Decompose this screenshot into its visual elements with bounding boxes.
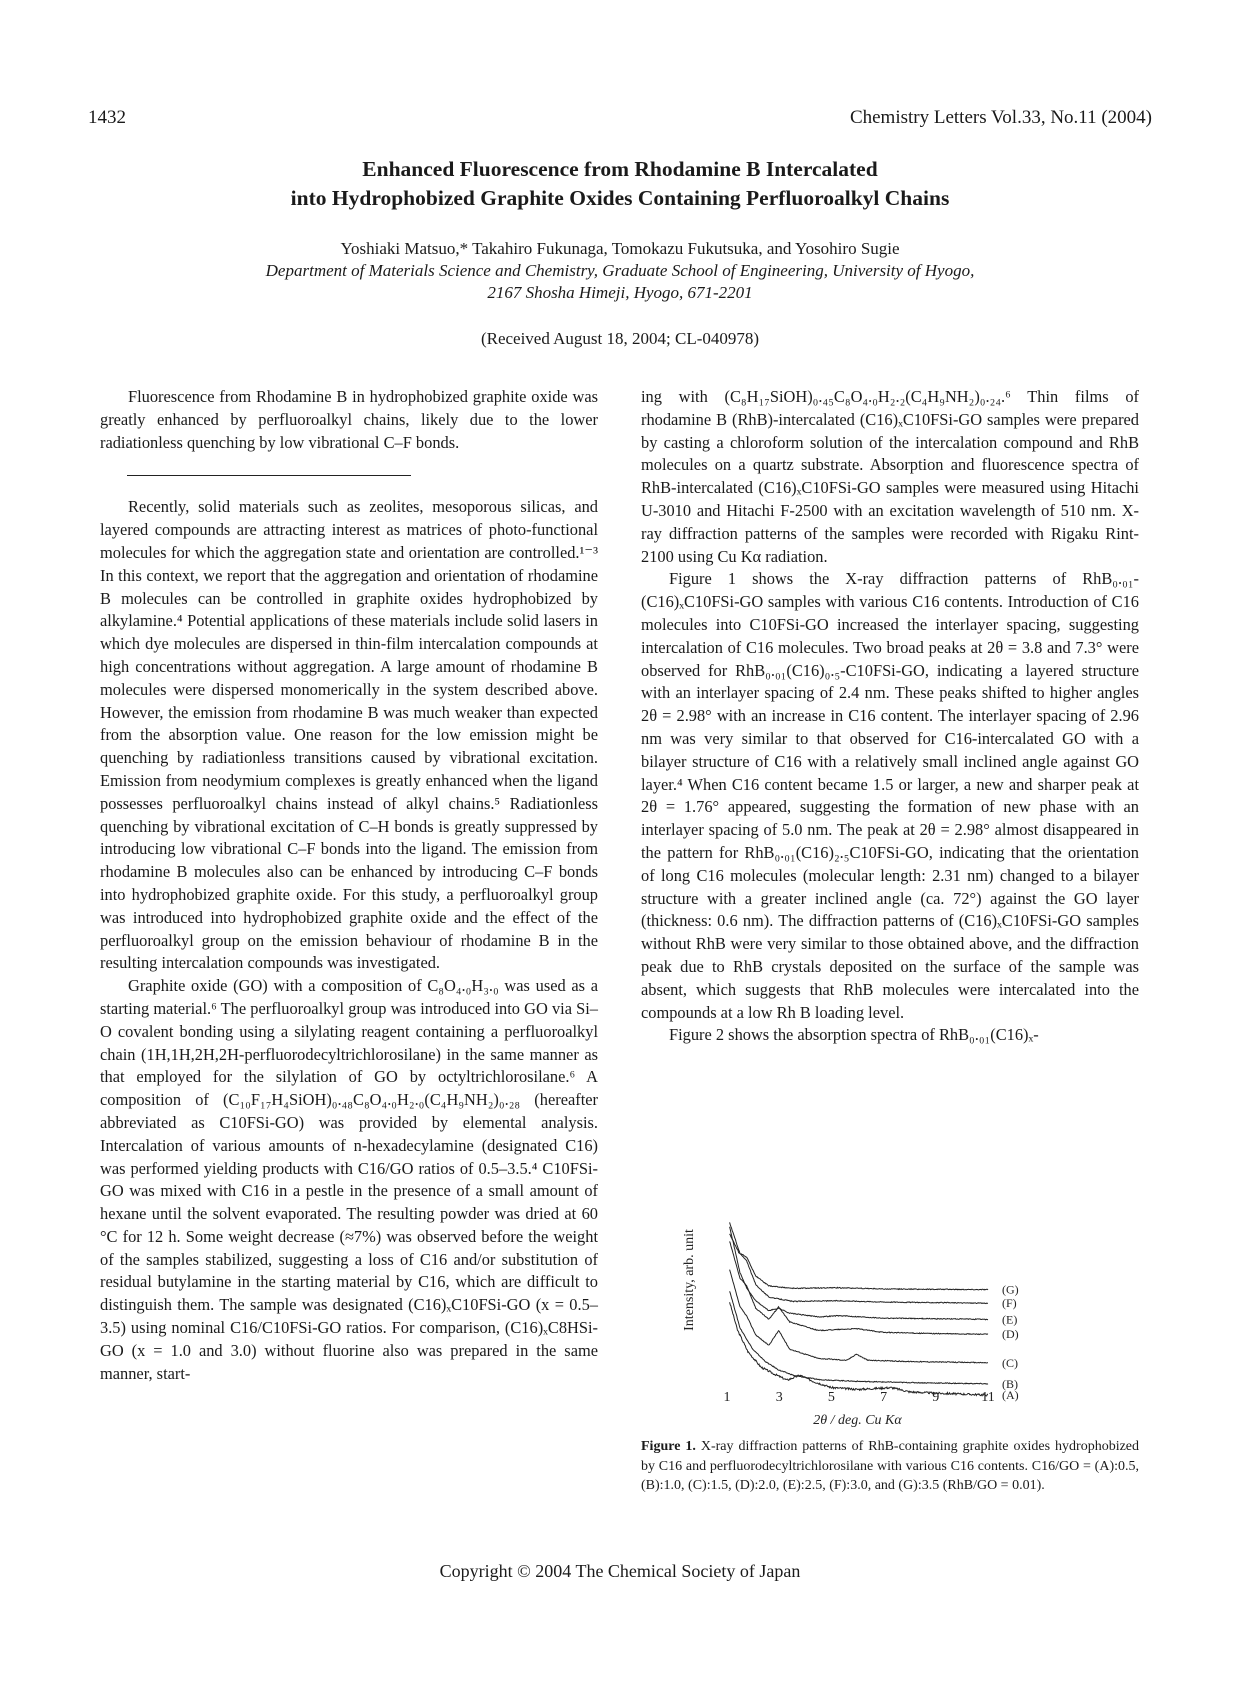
title-line-2: into Hydrophobized Graphite Oxides Containing Perfluoroalkyl Chains xyxy=(290,186,950,210)
author-list: Yoshiaki Matsuo,* Takahiro Fukunaga, Tomokazu Fukutsuka, and Yosohiro Sugie xyxy=(340,239,900,258)
affiliation-line-1: Department of Materials Science and Chemistry, Graduate School of Engineering, University of Hyogo, xyxy=(265,261,975,280)
received-date: (Received August 18, 2004; CL-040978) xyxy=(480,329,760,348)
series-label: (G) xyxy=(1002,1282,1019,1297)
x-tick-label: 7 xyxy=(880,1390,888,1405)
x-tick-label: 3 xyxy=(775,1390,783,1405)
body-paragraph: ing with (C₈H₁₇SiOH)₀.₄₅C₈O₄.₀H₂.₂(C₄H₉NH₂)₀.₂₄.⁶ Thin films of rhodamine B (RhB)-intercalated (C16)ₓC10FSi-GO samples were prepared by casting a chloroform solution of the intercalation compound and RhB molecules on a quartz substrate. Absorption and fluorescence spectra of RhB-intercalated (C16)ₓC10FSi-GO samples were measured using Hitachi U-3010 and Hitachi F-2500 with an excitation wavelength of 510 nm. X-ray diffraction patterns of the samples were recorded with Rigaku Rint-2100 using Cu Kα radiation. xyxy=(641,387,1139,566)
affiliation xyxy=(100,260,1140,304)
article-title xyxy=(100,155,1140,213)
figure-caption xyxy=(641,1437,1139,1496)
xrd-chart xyxy=(641,1170,1139,1435)
figure-1 xyxy=(641,1170,1139,1590)
x-axis-label: 2θ / deg. Cu Kα xyxy=(813,1413,902,1428)
caption-text: X-ray diffraction patterns of RhB-containing graphite oxides hydrophobized by C16 and perfluorodecyltrichlorosilane with various C16 contents. C16/GO = (A):0.5, (B):1.0, (C):1.5, (D):2.0, (E):2.5, (F):3.0, and (G):3.5 (RhB/GO = 0.01). xyxy=(641,1439,1140,1493)
body-paragraph: Figure 2 shows the absorption spectra of RhB₀.₀₁(C16)ₓ- xyxy=(669,1025,1039,1045)
body-paragraph: Figure 1 shows the X-ray diffraction patterns of RhB₀.₀₁-(C16)ₓC10FSi-GO samples with various C16 contents. Introduction of C16 molecules into C10FSi-GO increased the interlayer spacing, suggesting intercalation of C16 molecules. Two broad peaks at 2θ = 3.8 and 7.3° were observed for RhB₀.₀₁(C16)₀.₅-C10FSi-GO, indicating a layered structure with an interlayer spacing of 2.4 nm. These peaks shifted to higher angles 2θ = 2.98° with an increase in C16 content. The interlayer spacing of 2.96 nm was very similar to that observed for C16-intercalated GO with a bilayer structure of C16 with a relatively small inclined angle against GO layer.⁴ When C16 content became 1.5 or larger, a new and sharper peak at 2θ = 1.76° appeared, suggesting the formation of new phase with an interlayer spacing of 5.0 nm. The peak at 2θ = 2.98° almost disappeared in the pattern for RhB₀.₀₁(C16)₂.₅C10FSi-GO, indicating that the orientation of long C16 molecules (molecular length: 2.31 nm) changed to a bilayer structure with a greater inclined angle (ca. 72°) against the GO layer (thickness: 0.6 nm). The diffraction patterns of (C16)ₓC10FSi-GO samples without RhB were very similar to those obtained above, and the diffraction peak due to RhB crystals deposited on the surface of the sample was absent, which suggests that RhB molecules were intercalated into the compounds at a low Rh B loading level. xyxy=(641,569,1139,1022)
abstract-divider xyxy=(127,475,411,476)
body-paragraph: Graphite oxide (GO) with a composition of C₈O₄.₀H₃.₀ was used as a starting material.⁶ The perfluoroalkyl group was introduced into GO via Si–O covalent bonding using a silylating reagent containing a perfluoroalkyl chain (1H,1H,2H,2H-perfluorodecyltrichlorosilane) in the same manner as that employed for the silylation of GO by octyltrichlorosilane.⁶ A composition of (C₁₀F₁₇H₄SiOH)₀.₄₈C₈O₄.₀H₂.₀(C₄H₉NH₂)₀.₂₈ (hereafter abbreviated as C10FSi-GO) was provided by elemental analysis. Intercalation of various amounts of n-hexadecylamine (designated C16) was performed yielding products with C16/GO ratios of 0.5–3.5.⁴ C10FSi-GO was mixed with C16 in a pestle in the presence of a small amount of hexane until the solvent evaporated. The resulting powder was dried at 60 °C for 12 h. Some weight decrease (≈7%) was observed before the weight of the samples stabilized, suggesting a loss of C16 and/or substitution of residual butylamine in the starting material by C16, which are difficult to distinguish them. The sample was designated (C16)ₓC10FSi-GO (x = 0.5–3.5) using nominal C16/C10FSi-GO ratios. For comparison, (C16)ₓC8HSi-GO (x = 1.0 and 3.0) without fluorine also was prepared in the same manner, start- xyxy=(100,976,598,1383)
series-label: (D) xyxy=(1002,1327,1019,1342)
right-column xyxy=(641,386,1139,1047)
page-number: 1432 xyxy=(88,107,126,128)
x-tick-label: 9 xyxy=(932,1390,940,1405)
x-tick-label: 1 xyxy=(723,1390,731,1405)
journal-citation: Chemistry Letters Vol.33, No.11 (2004) xyxy=(849,107,1152,128)
y-axis-label: Intensity, arb. unit xyxy=(682,1229,697,1331)
left-column xyxy=(100,386,598,1385)
caption-label: Figure 1. xyxy=(641,1439,696,1454)
xrd-trace-e xyxy=(730,1227,988,1320)
affiliation-line-2: 2167 Shosha Himeji, Hyogo, 671-2201 xyxy=(487,283,753,302)
x-tick-label: 5 xyxy=(827,1390,835,1405)
xrd-trace-g xyxy=(730,1234,988,1290)
series-label: (C) xyxy=(1002,1355,1018,1370)
series-label: (B) xyxy=(1002,1376,1018,1391)
body-paragraph: Recently, solid materials such as zeolites, mesoporous silicas, and layered compounds are attracting interest as matrices of photo-functional molecules for which the aggregation state and orientation are controlled.¹⁻³ In this context, we report that the aggregation and orientation of rhodamine B molecules can be controlled in graphite oxides hydrophobized by alkylamine.⁴ Potential applications of these materials include solid lasers in which dye molecules are dispersed in thin-film intercalation compounds at high concentrations without aggregation. A large amount of rhodamine B molecules were dispersed monomerically in the system described above. However, the emission from rhodamine B was much weaker than expected from the absorption value. One reason for the low emission might be quenching by radiationless transitions caused by vibrational excitation. Emission from neodymium complexes is greatly enhanced when the ligand possesses perfluoroalkyl chains instead of alkyl chains.⁵ Radiationless quenching by vibrational excitation of C–H bonds is greatly suppressed by introducing low vibrational C–F bonds into the ligand. The emission from rhodamine B molecules also can be enhanced by introducing C–F bonds into hydrophobized graphite oxide. For this study, a perfluoroalkyl group was introduced into hydrophobized graphite oxide and the effect of the perfluoroalkyl group on the emission behaviour of rhodamine B in the resulting intercalation compounds was investigated. xyxy=(100,497,598,973)
xrd-trace-f xyxy=(730,1222,988,1303)
series-label: (F) xyxy=(1002,1296,1017,1311)
copyright-footer: Copyright © 2004 The Chemical Society of Japan xyxy=(439,1561,801,1581)
title-line-1: Enhanced Fluorescence from Rhodamine B Intercalated xyxy=(362,157,878,181)
x-tick-label: 11 xyxy=(981,1390,995,1405)
running-head xyxy=(88,107,1152,133)
series-label: (A) xyxy=(1002,1388,1019,1402)
series-label: (E) xyxy=(1002,1312,1018,1327)
xrd-trace-b xyxy=(730,1291,988,1384)
abstract: Fluorescence from Rhodamine B in hydrophobized graphite oxide was greatly enhanced by perfluoroalkyl chains, likely due to the lower radiationless quenching by low vibrational C–F bonds. xyxy=(100,387,598,452)
